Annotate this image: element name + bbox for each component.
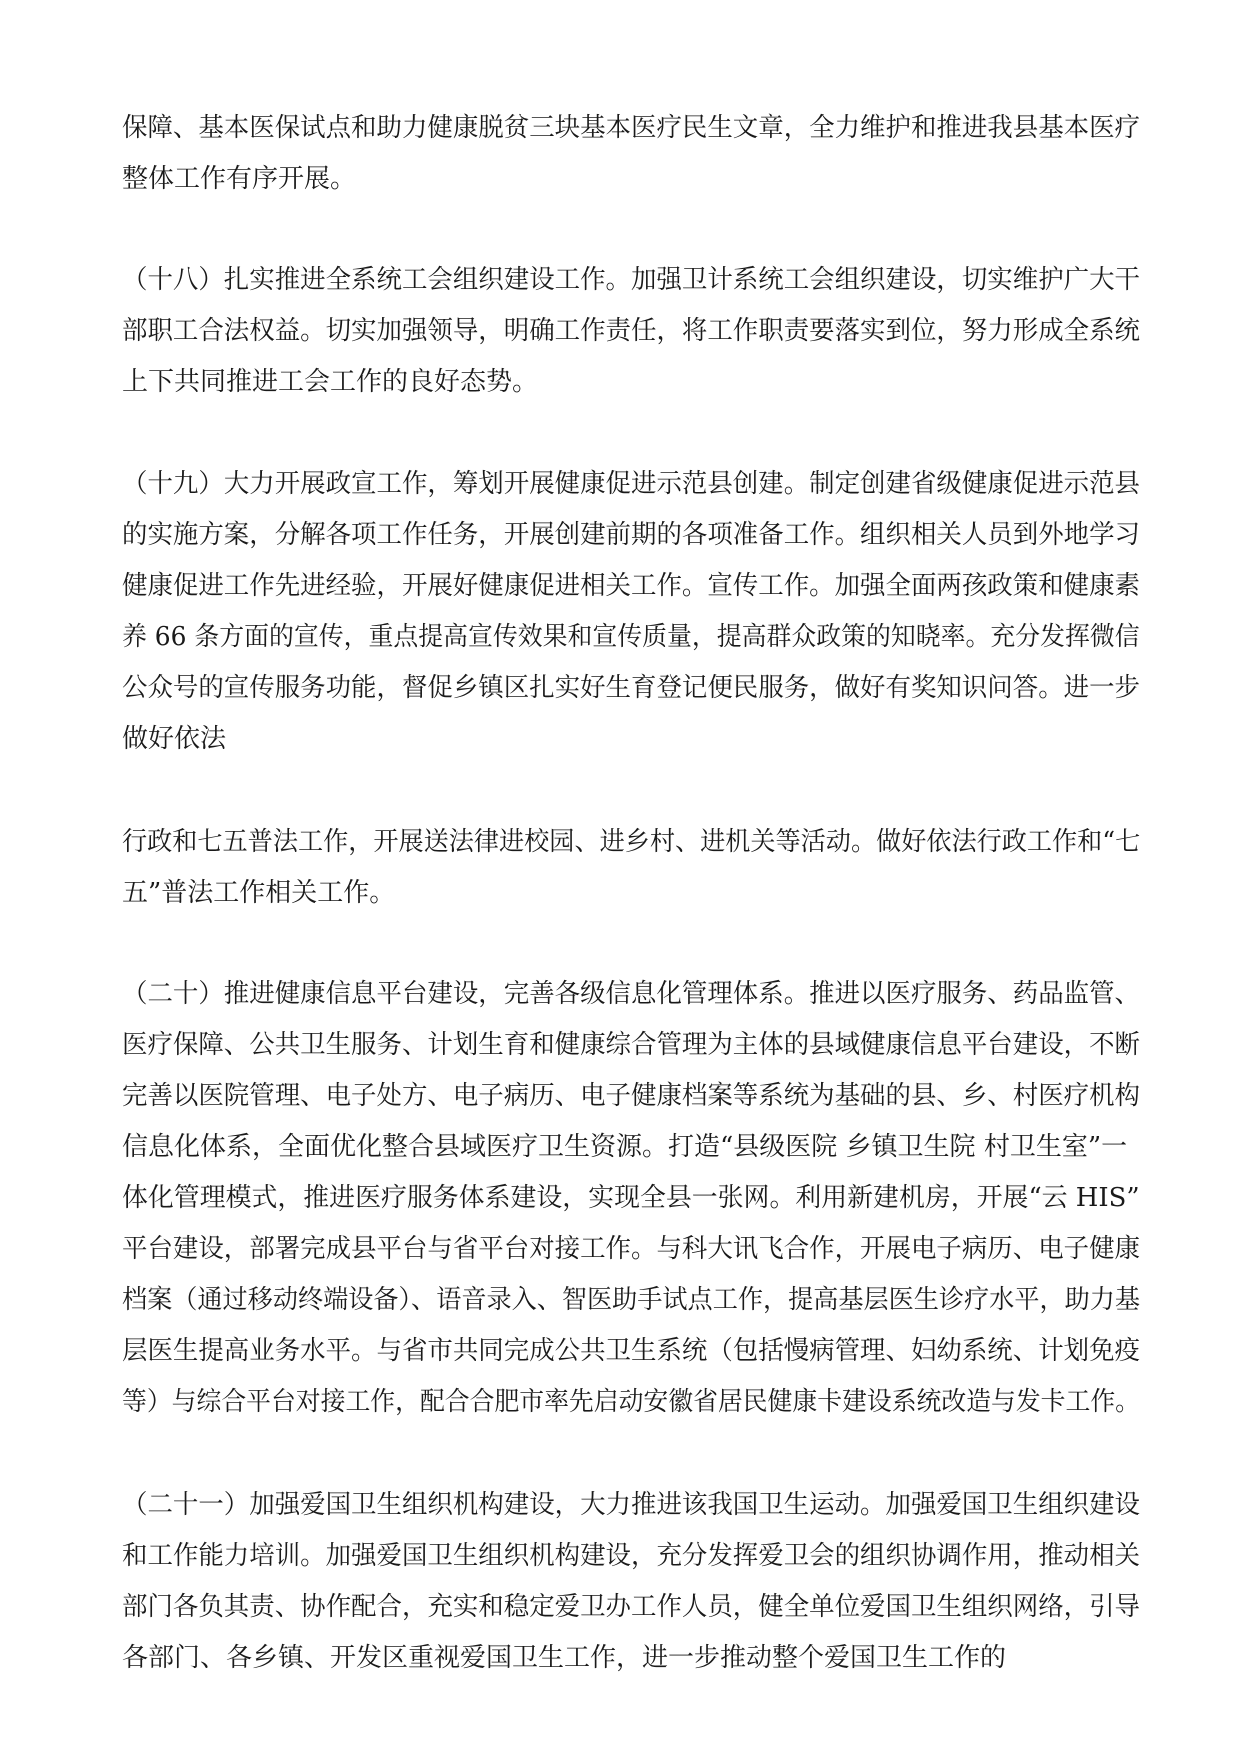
text-line: 整体工作有序开展。 xyxy=(122,164,357,194)
text-line: 部门各负其责、协作配合，充实和稳定爱卫办工作人员，健全单位爱国卫生组织网络，引导 xyxy=(122,1592,1141,1622)
text-line: 等）与综合平台对接工作，配合合肥市率先启动安徽省居民健康卡建设系统改造与发卡工作。 xyxy=(122,1387,1141,1417)
text-line: 部职工合法权益。切实加强领导，明确工作责任，将工作职责要落实到位，努力形成全系统 xyxy=(122,316,1141,346)
text-line: 各部门、各乡镇、开发区重视爱国卫生工作，进一步推动整个爱国卫生工作的 xyxy=(122,1643,1007,1673)
text-line: 养 66 条方面的宣传，重点提高宣传效果和宣传质量，提高群众政策的知晓率。充分发挥微信 xyxy=(122,622,1140,652)
text-line: 档案（通过移动终端设备）、语音录入、智医助手试点工作，提高基层医生诊疗水平，助力基 xyxy=(122,1285,1141,1315)
text-line: 做好依法 xyxy=(122,724,227,754)
text-line: （二十一）加强爱国卫生组织机构建设，大力推进该我国卫生运动。加强爱国卫生组织建设 xyxy=(122,1490,1141,1520)
text-line: 平台建设，部署完成县平台与省平台对接工作。与科大讯飞合作，开展电子病历、电子健康 xyxy=(122,1234,1141,1264)
text-line: 行政和七五普法工作，开展送法律进校园、进乡村、进机关等活动。做好依法行政工作和“七 xyxy=(122,827,1141,857)
text-line: 五”普法工作相关工作。 xyxy=(122,878,396,908)
text-line: 信息化体系，全面优化整合县域医疗卫生资源。打造“县级医院 乡镇卫生院 村卫生室”一 xyxy=(122,1132,1128,1162)
text-line: （十八）扎实推进全系统工会组织建设工作。加强卫计系统工会组织建设，切实维护广大干 xyxy=(122,265,1141,295)
text-line: 体化管理模式，推进医疗服务体系建设，实现全县一张网。利用新建机房，开展“云 HIS” xyxy=(122,1183,1140,1213)
text-line: 层医生提高业务水平。与省市共同完成公共卫生系统（包括慢病管理、妇幼系统、计划免疫 xyxy=(122,1336,1141,1366)
text-line: 和工作能力培训。加强爱国卫生组织机构建设，充分发挥爱卫会的组织协调作用，推动相关 xyxy=(122,1541,1141,1571)
text-line: （二十）推进健康信息平台建设，完善各级信息化管理体系。推进以医疗服务、药品监管、 xyxy=(122,979,1141,1009)
text-line: 上下共同推进工会工作的良好态势。 xyxy=(122,367,539,397)
text-line: 的实施方案，分解各项工作任务，开展创建前期的各项准备工作。组织相关人员到外地学习 xyxy=(122,520,1141,550)
text-line: 健康促进工作先进经验，开展好健康促进相关工作。宣传工作。加强全面两孩政策和健康素 xyxy=(122,571,1141,601)
text-line: 保障、基本医保试点和助力健康脱贫三块基本医疗民生文章，全力维护和推进我县基本医疗 xyxy=(122,113,1141,143)
text-line: 医疗保障、公共卫生服务、计划生育和健康综合管理为主体的县域健康信息平台建设，不断 xyxy=(122,1030,1141,1060)
text-line: （十九）大力开展政宣工作，筹划开展健康促进示范县创建。制定创建省级健康促进示范县 xyxy=(122,469,1141,499)
text-line: 完善以医院管理、电子处方、电子病历、电子健康档案等系统为基础的县、乡、村医疗机构 xyxy=(122,1081,1141,1111)
text-line: 公众号的宣传服务功能，督促乡镇区扎实好生育登记便民服务，做好有奖知识问答。进一步 xyxy=(122,673,1141,703)
